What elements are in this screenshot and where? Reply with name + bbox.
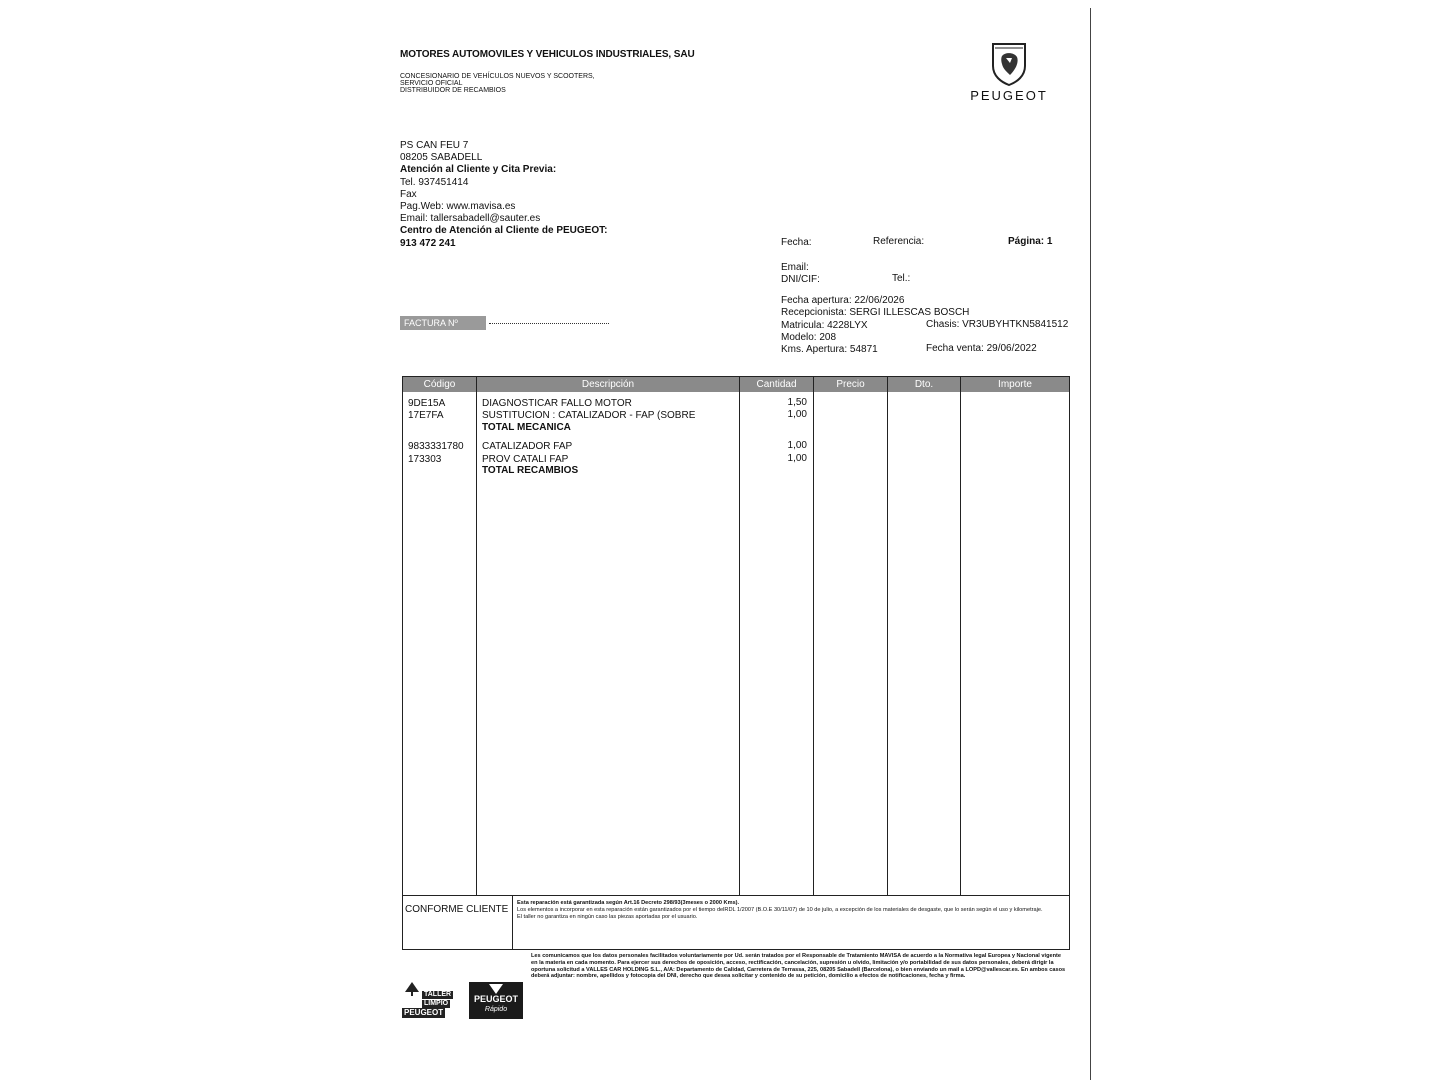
row-code: 9DE15A [408,398,446,409]
address-web: Pag.Web: www.mavisa.es [400,201,516,213]
recepcionista: Recepcionista: SERGI ILLESCAS BOSCH [781,307,970,318]
header-codigo: Código [403,377,476,392]
brand-name: PEUGEOT [970,88,1048,103]
peugeot-logo [950,42,1068,103]
kms-apertura: Kms. Apertura: 54871 [781,344,878,355]
tree-icon [404,982,420,996]
referencia-label: Referencia: [873,236,925,247]
header-precio: Precio [814,377,887,392]
peugeot-center-phone: 913 472 241 [400,237,456,249]
guarantee-line-1: Esta reparación está garantizada según Art.16 Decreto 298/93(3meses o 2000 Kms). [517,900,740,906]
lion-shield-icon [990,42,1028,86]
page-edge-line [1090,8,1091,1080]
email-label: Email: [781,262,809,273]
invoice-table [402,376,1070,896]
peugeot-text: PEUGEOT [404,1008,444,1017]
pagina-label: Página: 1 [1008,236,1053,247]
header-descripcion: Descripción [477,377,739,392]
dealer-address [400,140,607,250]
col-divider [739,377,740,895]
row-desc: PROV CATALI FAP [482,454,569,465]
header-importe: Importe [961,377,1069,392]
row-desc: SUSTITUCION : CATALIZADOR - FAP (SOBRE [482,410,696,421]
conforme-divider [512,896,513,949]
address-email: Email: tallersabadell@sauter.es [400,213,541,225]
attention-title: Atención al Cliente y Cita Previa: [400,164,557,176]
company-subtitle [400,73,595,94]
limpio-text: LIMPIO [424,1000,449,1007]
header-dto: Dto. [888,377,960,392]
row-code: 173303 [408,454,442,465]
row-code: 17E7FA [408,410,444,421]
conforme-section [402,896,1070,950]
col-divider [476,377,477,895]
col-divider [887,377,888,895]
row-code: 9833331780 [408,441,464,452]
factura-label: FACTURA Nº [400,316,486,330]
dni-label: DNI/CIF: [781,274,820,285]
conforme-label: CONFORME CLIENTE [405,904,509,915]
tel-label: Tel.: [892,273,911,284]
fecha-label: Fecha: [781,237,812,248]
row-desc: DIAGNOSTICAR FALLO MOTOR [482,398,632,409]
row-qty: 1,00 [787,453,807,464]
row-qty: 1,00 [787,440,807,451]
company-name: MOTORES AUTOMOVILES Y VEHICULOS INDUSTRIALES, SAU [400,49,695,60]
triangle-icon [489,984,503,994]
col-divider [960,377,961,895]
company-line-2: SERVICIO OFICIAL [400,80,463,87]
privacy-notice: Les comunicamos que los datos personales facilitados voluntariamente por Ud. serán tratados por el Responsable de Tratamiento MAVISA de acuerdo a la Normativa legal Europea y Nacional vigente en la materia en cada momento. Para ejercer sus derechos de oposición, acceso, rectificación, cancelación, supresión u olvido, limitación y/o portabilidad de sus datos personales, deberá dirigir la oportuna solicitud a VALLES CAR HOLDING S.L., A/A: Departamento de Calidad, Carretera de Terrassa, 225, 08205 Sabadell (Barcelona), o bien enviando un mail a LOPD@vallescar.es. En ambos casos deberá adjuntar: nombre, apellidos y fotocopia del DNI, derecho que desea solicitar y contenido de su petición, domicilio a efectos de notificaciones, fecha y firma. [531,953,1066,980]
peugeot-rapido-logo [469,982,523,1019]
guarantee-line-2: Los elementos a incorporar en esta reparación están garantizados por el tiempo delRDL 1/2007 (B.O.E 30/11/07) de 10 de julio, a excepción de los materiales de desgaste, que lo serán según el uso y kilometraje. [517,907,1043,913]
factura-number-line [489,323,609,324]
row-desc: CATALIZADOR FAP [482,441,573,452]
matricula: Matricula: 4228LYX [781,320,868,331]
chasis: Chasis: VR3UBYHTKN5841512 [926,319,1069,330]
header-cantidad: Cantidad [740,377,813,392]
address-city: 08205 SABADELL [400,152,483,164]
address-street: PS CAN FEU 7 [400,140,469,151]
row-qty: 1,50 [787,397,807,408]
rapido-text: Rápido [484,1006,508,1013]
fecha-venta: Fecha venta: 29/06/2022 [926,343,1037,354]
row-total-mecanica: TOTAL MECANICA [482,422,571,433]
conforme-text [517,900,1065,921]
fecha-apertura: Fecha apertura: 22/06/2026 [781,295,905,306]
company-line-1: CONCESIONARIO DE VEHÍCULOS NUEVOS Y SCOOTERS, [400,73,595,80]
company-line-3: DISTRIBUIDOR DE RECAMBIOS [400,87,506,94]
modelo: Modelo: 208 [781,332,837,343]
row-total-recambios: TOTAL RECAMBIOS [482,465,579,476]
taller-limpio-logo [402,982,458,1019]
address-fax: Fax [400,188,417,200]
col-divider [813,377,814,895]
address-tel: Tel. 937451414 [400,176,469,188]
rapido-brand: PEUGEOT [473,994,518,1004]
taller-text: TALLER [424,991,452,998]
peugeot-center-title: Centro de Atención al Cliente de PEUGEOT: [400,225,608,237]
guarantee-line-3: El taller no garantiza en ningún caso las piezas aportadas por el usuario. [517,914,698,920]
row-qty: 1,00 [787,409,807,420]
